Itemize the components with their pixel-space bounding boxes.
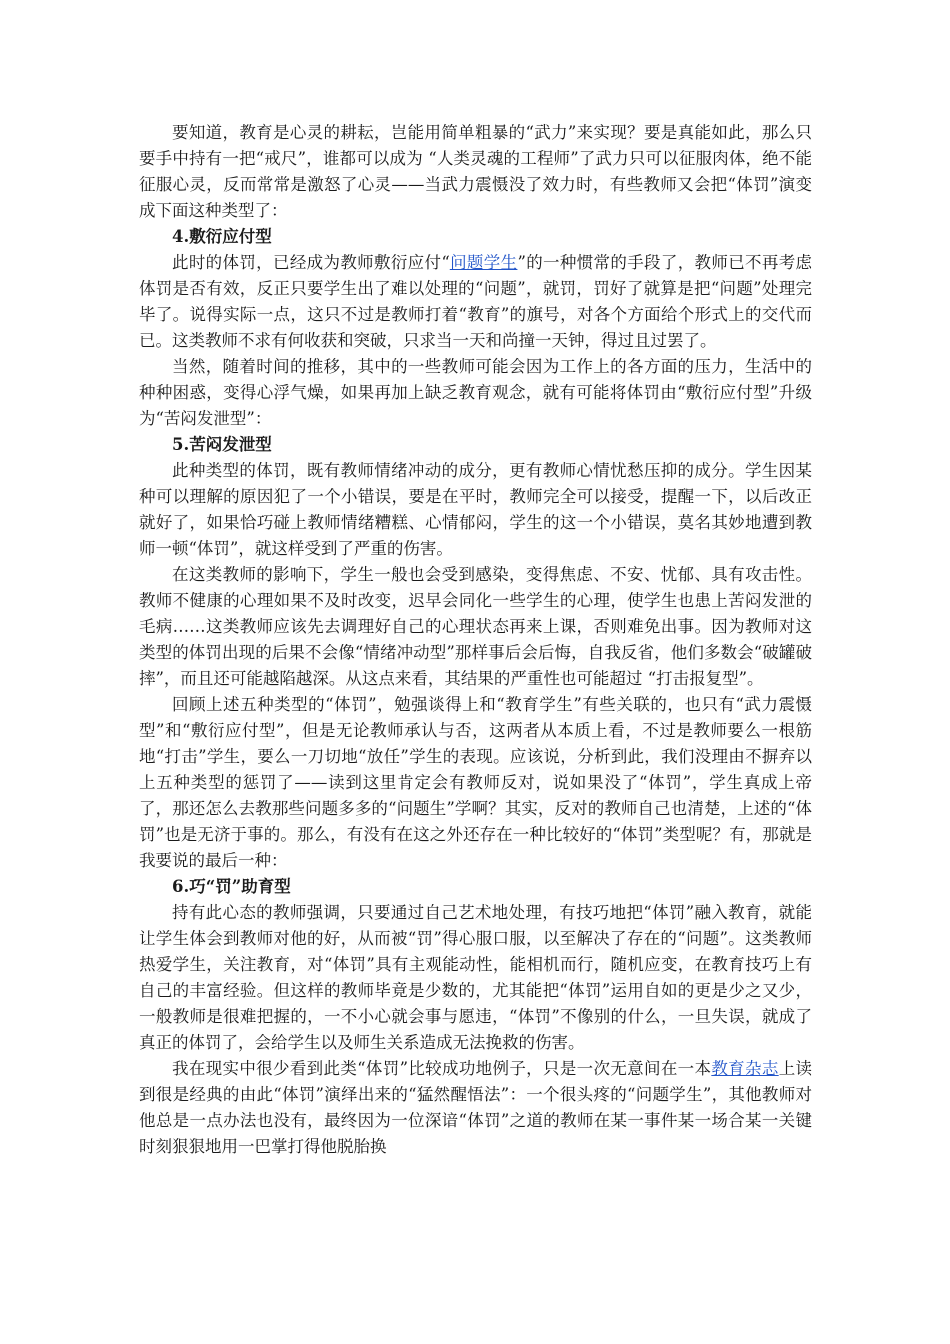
paragraph-intro: 要知道，教育是心灵的耕耘，岂能用简单粗暴的“武力”来实现？要是真能如此，那么只要手中持有一把“戒尺”，谁都可以成为 “人类灵魂的工程师”了武力只可以征服肉体，绝不能征服心灵，反而常常是激怒了心灵——当武力震慑没了效力时，有些教师又会把“体罚”演变成下面这种类型了： (139, 123, 812, 220)
text-segment: ”的一种惯常的手段了，教师已不再考虑体罚是否有效，反正只要学生出了难以处理的“问题”，就罚，罚好了就算是把“问题”处理完毕了。说得实际一点，这只不过是教师打着“教育”的旗号，对各个方面给个形式上的交代而已。这类教师不求有何收获和突破，只求当一天和尚撞一天钟，得过且过罢了。 (139, 253, 813, 350)
link-problem-student[interactable]: 问题学生 (449, 253, 518, 272)
text-segment: 上读到很是经典的由此“体罚”演绎出来的“猛然醒悟法”：一个很头疼的“问题学生”，其他教师对他总是一点办法也没有，最终因为一位深谙“体罚”之道的教师在某一事件某一场合某一关键时刻狠狠地用一巴掌打得他脱胎换 (139, 1059, 813, 1156)
text-segment: 此时的体罚，已经成为教师敷衍应付“ (172, 253, 450, 272)
heading-type-5: 5.苦闷发泄型 (172, 435, 272, 454)
paragraph-review: 回顾上述五种类型的“体罚”，勉强谈得上和“教育学生”有些关联的，也只有“武力震慑型”和“敷衍应付型”，但是无论教师承认与否，这两者从本质上看，不过是教师要么一根筋地“打击”学生，要么一刀切地“放任”学生的表现。应该说，分析到此，我们没理由不摒弃以上五种类型的惩罚了——读到这里肯定会有教师反对，说如果没了“体罚”，学生真成上帝了，那还怎么去教那些问题多多的“问题生”学啊？其实，反对的教师自己也清楚，上述的“体罚”也是无济于事的。那么，有没有在这之外还存在一种比较好的“体罚”类型呢？有，那就是我要说的最后一种： (139, 695, 812, 870)
document-body (139, 120, 812, 1160)
link-education-magazine[interactable]: 教育杂志 (711, 1059, 779, 1078)
heading-type-6: 6.巧“罚”助育型 (172, 877, 291, 896)
paragraph-transition: 当然，随着时间的推移，其中的一些教师可能会因为工作上的各方面的压力，生活中的种种困惑，变得心浮气燥，如果再加上缺乏教育观念，就有可能将体罚由“敷衍应付型”升级为“苦闷发泄型”： (139, 357, 812, 428)
paragraph-type-5-effects: 在这类教师的影响下，学生一般也会受到感染，变得焦虑、不安、忧郁、具有攻击性。教师不健康的心理如果不及时改变，迟早会同化一些学生的心理，使学生也患上苦闷发泄的毛病……这类教师应该先去调理好自己的心理状态再来上课，否则难免出事。因为教师对这类型的体罚出现的后果不会像“情绪冲动型”那样事后会后悔，自我反省，他们多数会“破罐破摔”，而且还可能越陷越深。从这点来看，其结果的严重性也可能超过 “打击报复型”。 (139, 565, 812, 688)
paragraph-type-5: 此种类型的体罚，既有教师情绪冲动的成分，更有教师心情忧愁压抑的成分。学生因某种可以理解的原因犯了一个小错误，要是在平时，教师完全可以接受，提醒一下，以后改正就好了，如果恰巧碰上教师情绪糟糕、心情郁闷，学生的这一个小错误，莫名其妙地遭到教师一顿“体罚”，就这样受到了严重的伤害。 (139, 461, 812, 558)
heading-type-4: 4.敷衍应付型 (172, 227, 272, 246)
text-segment: 我在现实中很少看到此类“体罚”比较成功地例子，只是一次无意间在一本 (172, 1059, 712, 1078)
paragraph-example (139, 1056, 812, 1160)
paragraph-type-4 (139, 250, 812, 354)
paragraph-type-6: 持有此心态的教师强调，只要通过自己艺术地处理，有技巧地把“体罚”融入教育，就能让学生体会到教师对他的好，从而被“罚”得心服口服，以至解决了存在的“问题”。这类教师热爱学生，关注教育，对“体罚”具有主观能动性，能相机而行，随机应变，在教育技巧上有自己的丰富经验。但这样的教师毕竟是少数的，尤其能把“体罚”运用自如的更是少之又少，一般教师是很难把握的，一不小心就会事与愿违，“体罚”不像别的什么，一旦失误，就成了真正的体罚了，会给学生以及师生关系造成无法挽救的伤害。 (139, 903, 812, 1052)
